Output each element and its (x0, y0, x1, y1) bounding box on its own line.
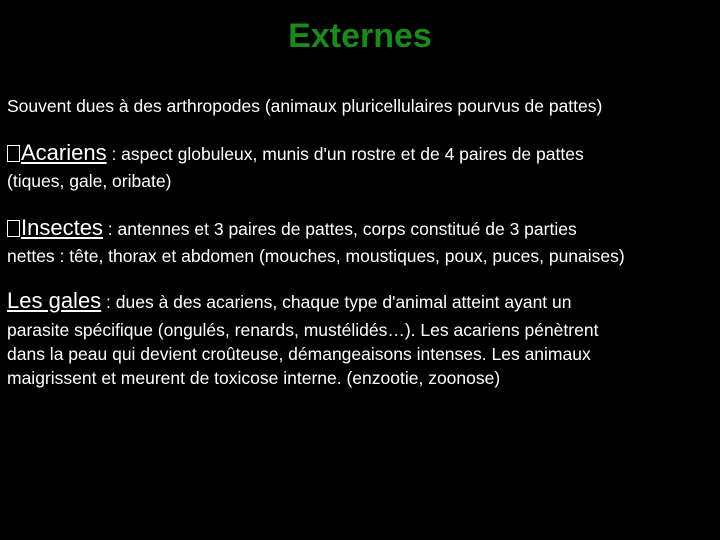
acariens-line (7, 142, 584, 165)
insectes-line (7, 217, 577, 240)
insectes-continuation: nettes : tête, thorax et abdomen (mouches, moustiques, poux, puces, punaises) (7, 246, 625, 266)
gales-text-line: dans la peau qui devient croûteuse, démangeaisons intenses. Les animaux (7, 344, 591, 364)
slide-title: Externes (288, 17, 432, 55)
gales-line (7, 290, 572, 313)
insectes-term: Insectes (21, 215, 103, 240)
bullet-icon (7, 220, 20, 237)
intro-text: Souvent dues à des arthropodes (animaux pluricellulaires pourvus de pattes) (7, 96, 603, 116)
acariens-description: : aspect globuleux, munis d'un rostre et de 4 paires de pattes (106, 144, 584, 164)
bullet-icon (7, 145, 20, 162)
gales-text-line: parasite spécifique (ongulés, renards, mustélidés…). Les acariens pénètrent (7, 320, 599, 340)
insectes-description: : antennes et 3 paires de pattes, corps constitué de 3 parties (102, 219, 577, 239)
gales-description: : dues à des acariens, chaque type d'animal atteint ayant un (101, 292, 572, 312)
acariens-term: Acariens (21, 140, 107, 165)
gales-term: Les gales (7, 288, 102, 313)
acariens-continuation: (tiques, gale, oribate) (7, 171, 172, 191)
gales-text-line: maigrissent et meurent de toxicose interne. (enzootie, zoonose) (7, 368, 501, 388)
